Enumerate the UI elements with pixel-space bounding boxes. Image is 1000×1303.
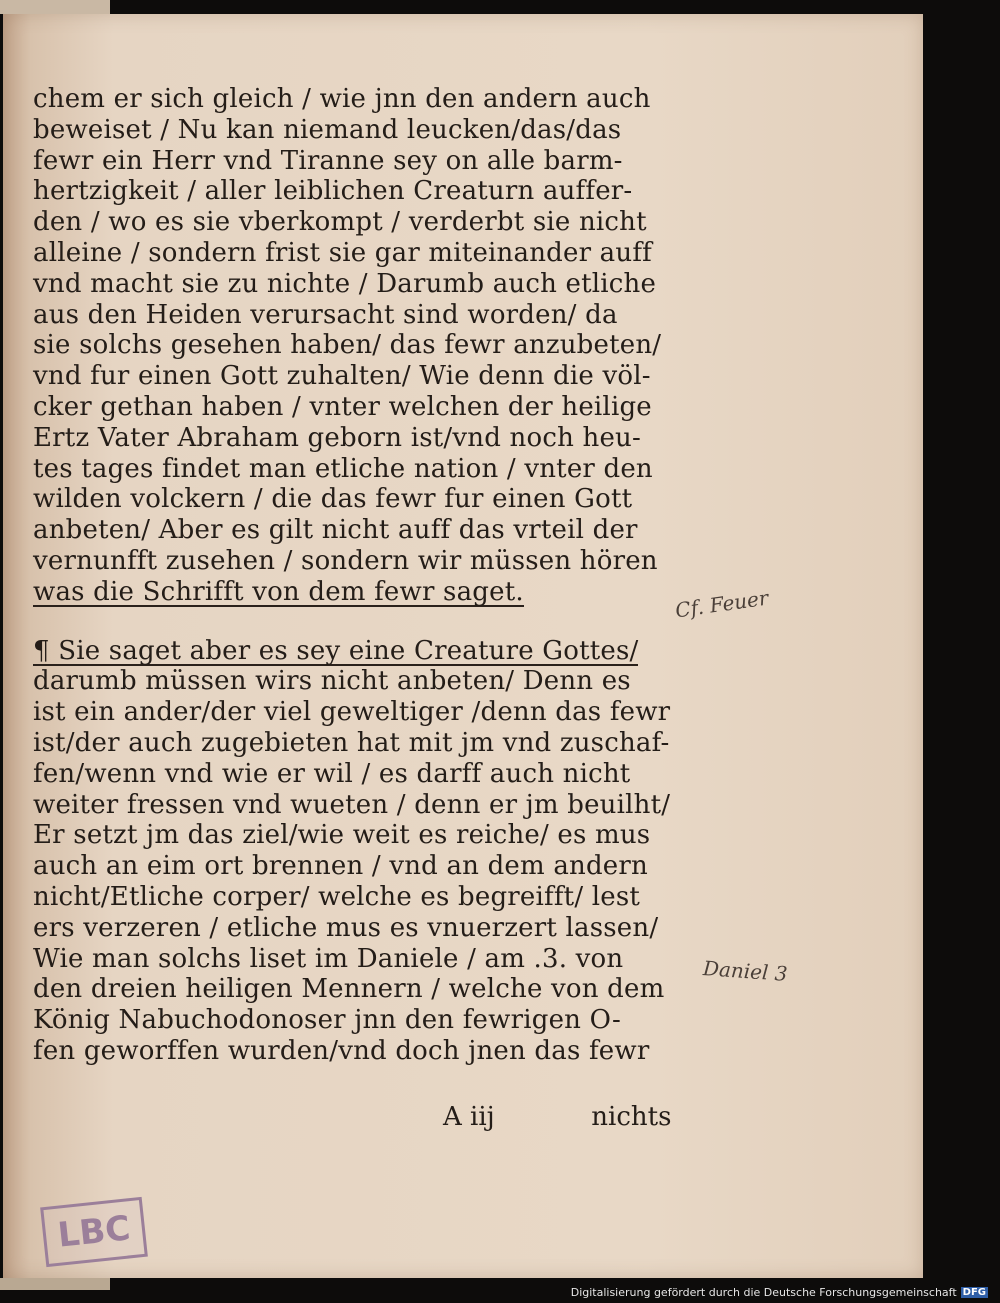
dfg-logo-icon[interactable]: DFG xyxy=(962,1287,986,1298)
book-page xyxy=(3,14,923,1278)
text-line: chem er sich gleich / wie jnn den andern auch xyxy=(33,84,651,114)
text-line: alleine / sondern frist sie gar miteinander auff xyxy=(33,237,652,268)
text-line: vnd fur einen Gott zuhalten/ Wie denn die völ- xyxy=(33,361,651,392)
text-line: nicht/Etliche corper/ welche es begreifft/ lest xyxy=(33,881,641,912)
adjacent-page-edge-bottom xyxy=(0,1278,110,1290)
text-line: vnd macht sie zu nichte / Darumb auch etliche xyxy=(33,268,657,299)
main-text-block xyxy=(33,84,683,1067)
text-part-2 xyxy=(33,666,683,1066)
text-line: den / wo es sie vberkompt / verderbt sie nicht xyxy=(33,207,647,238)
text-line: beweiset / Nu kan niemand leucken/das/das xyxy=(33,114,622,145)
margin-note-2: Daniel 3 xyxy=(702,956,789,986)
page-signature-line xyxy=(443,1102,671,1132)
text-line: tes tages findet man etliche nation / vnter den xyxy=(33,453,653,484)
text-line: Wie man solchs liset im Daniele / am .3. von xyxy=(33,943,624,974)
footer-credit xyxy=(571,1286,988,1299)
text-line-underlined-1: was die Schrifft von dem fewr saget. xyxy=(33,576,524,607)
text-line: auch an eim ort brennen / vnd an dem andern xyxy=(33,851,648,882)
margin-note-1: Cf. Feuer xyxy=(673,585,770,623)
text-line: aus den Heiden verursacht sind worden/ da xyxy=(33,299,618,330)
text-line: fewr ein Herr vnd Tiranne sey on alle barm- xyxy=(33,145,623,176)
text-part-1 xyxy=(33,84,683,577)
library-stamp: LBC xyxy=(40,1197,148,1267)
text-line: ist ein ander/der viel geweltiger /denn das fewr xyxy=(33,697,671,728)
text-line: fen/wenn vnd wie er wil / es darff auch nicht xyxy=(33,758,631,789)
text-line: hertzigkeit / aller leiblichen Creaturn auffer- xyxy=(33,176,633,207)
text-line: darumb müssen wirs nicht anbeten/ Denn es xyxy=(33,666,631,697)
adjacent-page-edge-top xyxy=(0,0,110,14)
text-line: cker gethan haben / vnter welchen der heilige xyxy=(33,391,652,422)
text-line-underlined-2: ¶ Sie saget aber es sey eine Creature Gottes/ xyxy=(33,635,639,666)
text-line: ers verzeren / etliche mus es vnuerzert lassen/ xyxy=(33,912,659,943)
text-line: fen geworffen wurden/vnd doch jnen das fewr xyxy=(33,1035,650,1066)
text-line: wilden volckern / die das fewr fur einen Gott xyxy=(33,484,633,515)
signature-mark: A iij xyxy=(443,1102,495,1132)
text-line: weiter fressen vnd wueten / denn er jm beuilht/ xyxy=(33,789,671,820)
text-line: ist/der auch zugebieten hat mit jm vnd zuschaf- xyxy=(33,727,670,758)
text-line: Er setzt jm das ziel/wie weit es reiche/ es mus xyxy=(33,820,651,851)
footer-text: Digitalisierung gefördert durch die Deutsche Forschungsgemeinschaft xyxy=(570,1286,957,1299)
text-line: Ertz Vater Abraham geborn ist/vnd noch heu- xyxy=(33,422,641,453)
text-line: vernunfft zusehen / sondern wir müssen hören xyxy=(33,545,658,576)
catchword: nichts xyxy=(591,1102,672,1132)
text-line: anbeten/ Aber es gilt nicht auff das vrteil der xyxy=(33,515,638,546)
text-line: den dreien heiligen Mennern / welche von dem xyxy=(33,974,665,1005)
text-line: sie solchs gesehen haben/ das fewr anzubeten/ xyxy=(33,330,662,361)
text-line: König Nabuchodonoser jnn den fewrigen O- xyxy=(33,1005,622,1036)
